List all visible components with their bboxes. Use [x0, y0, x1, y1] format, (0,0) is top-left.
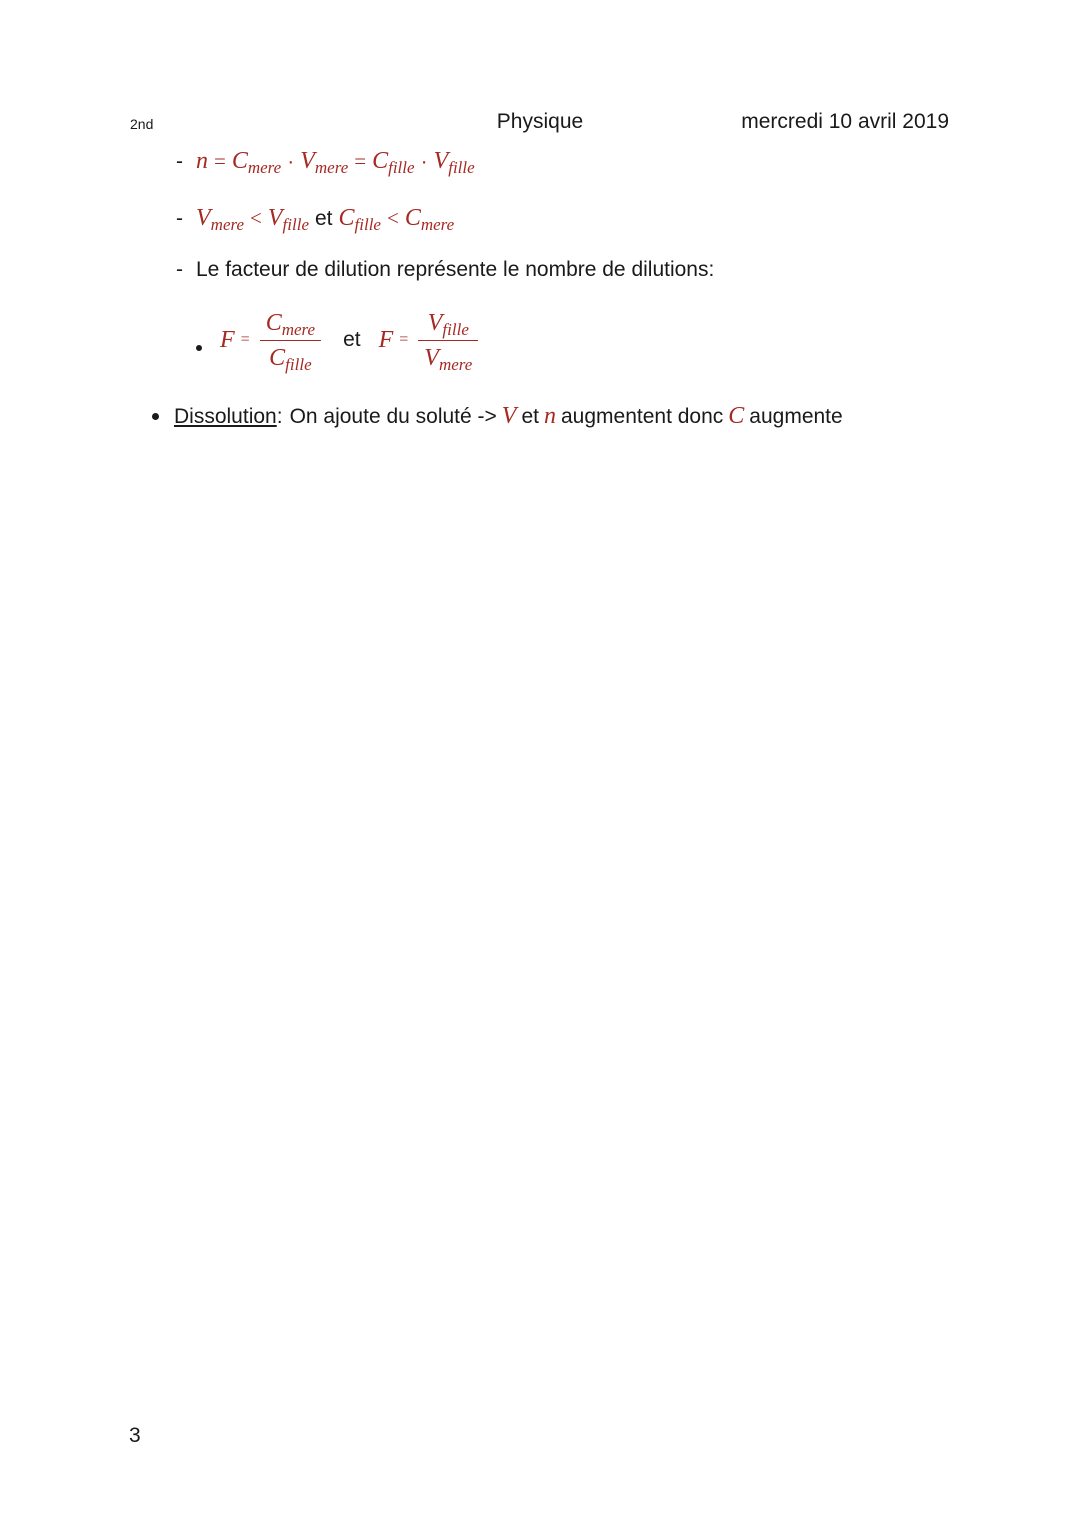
fraction-denominator: $V_{mere}$ — [424, 344, 473, 374]
connector-et: et — [343, 328, 361, 351]
math-n: n — [196, 148, 208, 174]
math-f: F — [378, 326, 394, 353]
fraction-concentration — [260, 308, 321, 373]
math-v-mere: $V_{mere}$ — [300, 148, 349, 177]
math-equals: = — [354, 149, 367, 173]
math-equals: = — [240, 331, 250, 348]
header-subject: Physique — [496, 110, 584, 133]
math-v-fille: $V_{fille}$ — [267, 205, 309, 234]
fraction-numerator: $V_{fille}$ — [427, 309, 469, 339]
bullet-marker — [152, 413, 159, 420]
dash-marker: - — [176, 206, 183, 230]
math-equals: = — [399, 331, 409, 348]
fraction-bar — [260, 340, 321, 341]
colon: : — [276, 404, 283, 428]
dilution-factor-formulas — [196, 302, 482, 378]
dissolution-text-3: augmente — [749, 404, 843, 428]
header-date: mercredi 10 avril 2019 — [741, 110, 949, 133]
math-less-than: < — [386, 206, 399, 230]
header-level: 2nd — [130, 116, 154, 132]
dilution-factor-text: Le facteur de dilution représente le nombre de dilutions: — [196, 258, 715, 281]
math-less-than: < — [250, 206, 262, 230]
page-number: 3 — [129, 1424, 141, 1447]
math-c-mere: $C_{mere}$ — [231, 148, 282, 177]
fraction-numerator: $C_{mere}$ — [265, 309, 316, 339]
dilution-factor-line — [176, 258, 714, 282]
connector-et: et — [315, 206, 333, 230]
dash-marker: - — [176, 149, 183, 173]
math-dot: · — [287, 149, 295, 173]
dissolution-label: Dissolution — [174, 404, 277, 428]
math-f: F — [220, 326, 235, 353]
math-n: n — [543, 403, 556, 429]
math-v-fille: $V_{fille}$ — [433, 148, 475, 177]
math-c-fille: $C_{fille}$ — [338, 205, 381, 234]
math-dot: · — [420, 149, 428, 173]
inequality-line — [176, 205, 454, 232]
fraction-volume — [418, 308, 478, 373]
dissolution-item — [152, 403, 843, 430]
math-equals: = — [214, 149, 226, 173]
math-v: V — [501, 403, 517, 429]
fraction-bar — [418, 340, 478, 341]
dissolution-text-2: augmentent donc — [560, 404, 724, 428]
math-v-mere: $V_{mere}$ — [196, 205, 245, 234]
math-c-fille: $C_{fille}$ — [372, 148, 415, 177]
dissolution-text-1: On ajoute du soluté -> — [289, 404, 497, 428]
math-c: C — [728, 403, 745, 429]
dash-marker: - — [176, 258, 183, 281]
fraction-denominator: $C_{fille}$ — [269, 344, 312, 374]
math-c-mere: $C_{mere}$ — [404, 205, 455, 234]
equation-line-conservation — [176, 148, 475, 175]
connector-et: et — [521, 404, 539, 428]
bullet-marker — [196, 345, 202, 351]
